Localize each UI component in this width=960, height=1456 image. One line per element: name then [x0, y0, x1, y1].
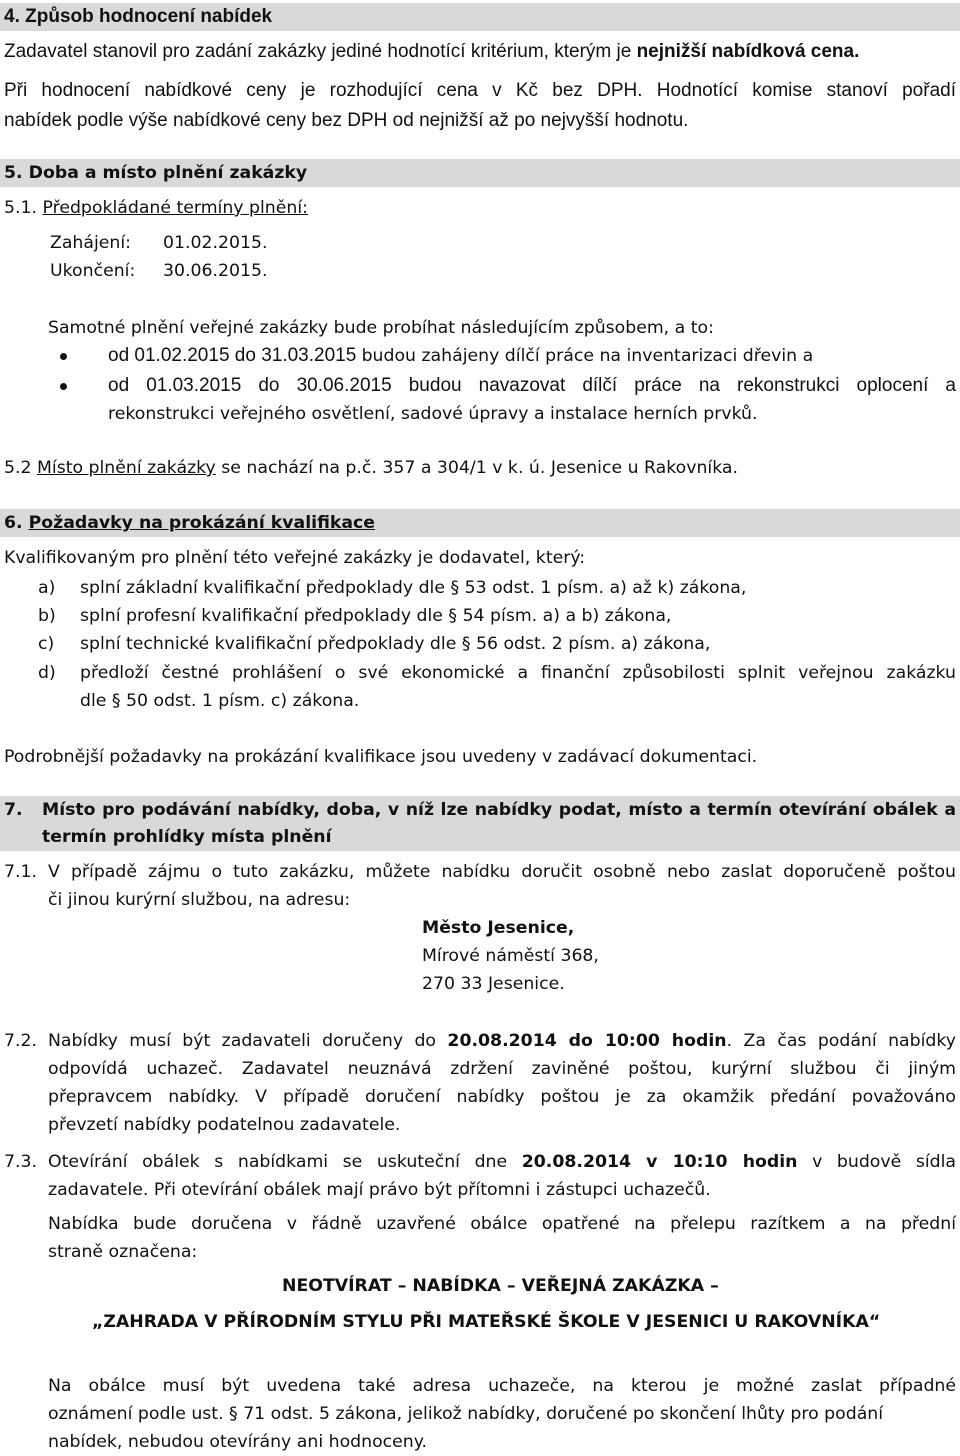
- section-4-paragraph-2-line-2: nabídek podle výše nabídkové ceny bez DPH od nejnižší až po nejvyšší hodnotu.: [4, 110, 689, 131]
- schedule-item-2-line-2: rekonstrukci veřejného osvětlení, sadové úpravy a instalace herních prvků.: [108, 404, 758, 424]
- envelope-notice: NEOTVÍRAT – NABÍDKA – VEŘEJNÁ ZAKÁZKA –: [282, 1276, 719, 1296]
- section-7-2-line-1: [48, 1029, 956, 1053]
- section-5-2-label: Místo plnění zakázky: [36, 458, 216, 478]
- section-7-2-line-4: převzetí nabídky podatelnou zadavatele.: [48, 1115, 401, 1135]
- qualification-item-d: předloží čestné prohlášení o své ekonomické a finanční způsobilosti splnit veřejnou zakázku: [80, 663, 956, 683]
- envelope-paragraph-line-2: straně označena:: [48, 1242, 198, 1262]
- end-label: Ukončení:: [50, 261, 136, 281]
- deadline-intro: Nabídky musí být zadavateli doručeny do: [48, 1031, 448, 1051]
- deadline-datetime: 20.08.2014 do 10:00 hodin: [447, 1031, 727, 1051]
- opening-tail: v budově sídla: [797, 1152, 957, 1172]
- section-6-number: 6.: [4, 513, 29, 533]
- section-7-2-line-3: přepravcem nabídky. V případě doručení nabídky poštou je za okamžik předání považováno: [48, 1087, 956, 1107]
- qualification-item-c: splní technické kvalifikační předpoklady dle § 56 odst. 2 písm. a) zákona,: [80, 634, 711, 654]
- address-name: Město Jesenice,: [422, 918, 575, 938]
- section-6-title: Požadavky na prokázání kvalifikace: [28, 513, 375, 533]
- address-street: Mírové náměstí 368,: [422, 946, 599, 966]
- envelope-address-line-2: oznámení podle ust. § 71 odst. 5 zákona, jelikož nabídky, doručené po skončení lhůty pro podání: [48, 1404, 884, 1424]
- qualification-item-a-mark: a): [38, 578, 56, 598]
- section-7-2-line-2: odpovídá uchazeč. Zadavatel neuznává zdržení zaviněné poštou, kurýrní službou či jiným: [48, 1059, 956, 1079]
- envelope-address-line-3: nabídek, nebudou otevírány ani hodnoceny.: [48, 1432, 427, 1452]
- section-7-1-line-1: V případě zájmu o tuto zakázku, můžete nabídku doručit osobně nebo zaslat doporučeně poštou: [48, 862, 956, 882]
- section-5-2-text: se nachází na p.č. 357 a 304/1 v k. ú. Jesenice u Rakovníka.: [215, 458, 739, 478]
- section-4-paragraph-2-line-1: Při hodnocení nabídkové ceny je rozhodující cena v Kč bez DPH. Hodnotící komise stanoví pořadí: [4, 80, 956, 101]
- bullet-2: [60, 383, 67, 390]
- start-label: Zahájení:: [50, 233, 131, 253]
- section-7-3-line-2: zadavatele. Při otevírání obálek mají právo být přítomni i zástupci uchazečů.: [48, 1180, 711, 1200]
- qualification-item-b-mark: b): [38, 606, 56, 626]
- bullet-1: [60, 353, 67, 360]
- qualification-footer: Podrobnější požadavky na prokázání kvalifikace jsou uvedeny v zadávací dokumentaci.: [4, 747, 758, 767]
- section-5-2-number: 5.2: [4, 458, 37, 478]
- schedule-item-2: [108, 374, 956, 398]
- section-5-1-label: Předpokládané termíny plnění:: [42, 198, 308, 218]
- schedule-item-2-text: budou navazovat dílčí práce na rekonstrukci oplocení a: [391, 375, 956, 396]
- section-4-paragraph-1: [4, 40, 859, 64]
- contract-title: „ZAHRADA V PŘÍRODNÍM STYLU PŘI MATEŘSKÉ ŠKOLE V JESENICI U RAKOVNÍKA“: [92, 1312, 881, 1332]
- qualification-item-c-mark: c): [38, 634, 55, 654]
- section-6-heading: [4, 511, 375, 535]
- qualification-item-d-mark: d): [38, 663, 56, 683]
- qualification-item-b: splní profesní kvalifikační předpoklady dle § 54 písm. a) a b) zákona,: [80, 606, 672, 626]
- criterion-text: Zadavatel stanovil pro zadání zakázky jediné hodnotící kritérium, kterým je: [4, 41, 637, 62]
- address-city: 270 33 Jesenice.: [422, 974, 565, 994]
- section-7-3-line-1: [48, 1150, 956, 1174]
- criterion-bold: nejnižší nabídková cena.: [636, 41, 860, 62]
- start-date: 01.02.2015.: [163, 233, 268, 253]
- section-7-heading-line-2: termín prohlídky místa plnění: [42, 827, 332, 847]
- section-4-heading: 4. Způsob hodnocení nabídek: [4, 6, 273, 27]
- opening-datetime: 20.08.2014 v 10:10 hodin: [521, 1152, 798, 1172]
- section-5-1-number: 5.1.: [4, 198, 43, 218]
- schedule-item-1-text: budou zahájeny dílčí práce na inventarizaci dřevin a: [361, 346, 814, 366]
- qualification-intro: Kvalifikovaným pro plnění této veřejné zakázky je dodavatel, který:: [4, 548, 586, 568]
- schedule-item-1: [108, 344, 813, 368]
- section-5-heading: 5. Doba a místo plnění zakázky: [4, 163, 308, 183]
- opening-intro: Otevírání obálek s nabídkami se uskuteční dne: [48, 1152, 522, 1172]
- qualification-item-a: splní základní kvalifikační předpoklady dle § 53 odst. 1 písm. a) až k) zákona,: [80, 578, 747, 598]
- schedule-item-1-dates: od 01.02.2015 do 31.03.2015: [108, 345, 362, 366]
- envelope-paragraph-line-1: Nabídka bude doručena v řádně uzavřené obálce opatřené na přelepu razítkem a na přední: [48, 1214, 956, 1234]
- schedule-item-2-dates: od 01.03.2015 do 30.06.2015: [108, 375, 392, 396]
- section-7-number: 7.: [4, 800, 23, 820]
- section-7-1-line-2: či jinou kurýrní službou, na adresu:: [48, 890, 351, 910]
- section-7-heading-line-1: Místo pro podávání nabídky, doba, v níž lze nabídky podat, místo a termín otevírání obálek a: [42, 800, 956, 820]
- section-5-1-line: [4, 196, 308, 220]
- schedule-intro: Samotné plnění veřejné zakázky bude probíhat následujícím způsobem, a to:: [48, 318, 714, 338]
- section-5-2-line: [4, 456, 738, 480]
- section-7-2-number: 7.2.: [4, 1031, 37, 1051]
- section-7-3-number: 7.3.: [4, 1152, 37, 1172]
- envelope-address-line-1: Na obálce musí být uvedena také adresa uchazeče, na kterou je možné zaslat případné: [48, 1376, 956, 1396]
- section-7-1-number: 7.1.: [4, 862, 37, 882]
- qualification-item-d-line-2: dle § 50 odst. 1 písm. c) zákona.: [80, 691, 360, 711]
- deadline-tail: . Za čas podání nabídky: [726, 1031, 956, 1051]
- end-date: 30.06.2015.: [163, 261, 268, 281]
